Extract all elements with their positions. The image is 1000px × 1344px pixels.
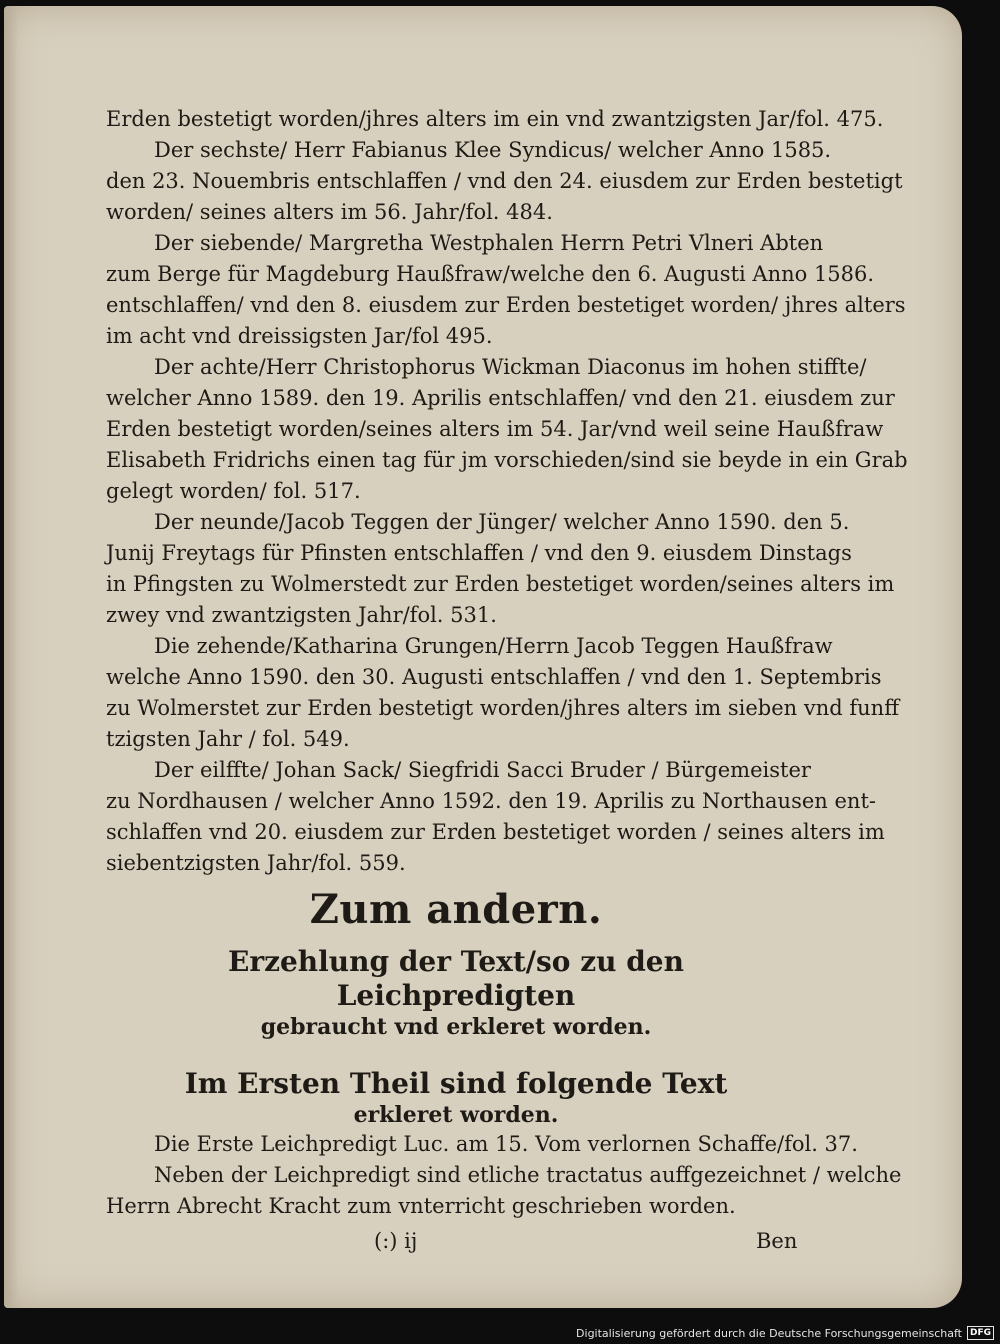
page-text-block bbox=[106, 104, 908, 1257]
text-line: zum Berge für Magdeburg Haußfraw/welche den 6. Augusti Anno 1586. bbox=[106, 262, 875, 286]
document-page bbox=[4, 6, 962, 1308]
text-line: im acht vnd dreissigsten Jar/fol 495. bbox=[106, 324, 493, 348]
text-line: worden/ seines alters im 56. Jahr/fol. 484. bbox=[106, 200, 553, 224]
sermon-list bbox=[106, 1129, 902, 1222]
text-line: entschlaffen/ vnd den 8. eiusdem zur Erden bestetiget worden/ jhres alters bbox=[106, 293, 906, 317]
text-line: tzigsten Jahr / fol. 549. bbox=[106, 727, 350, 751]
text-line: Der achte/Herr Christophorus Wickman Diaconus im hohen stiffte/ bbox=[154, 355, 867, 379]
text-line: in Pfingsten zu Wolmerstedt zur Erden bestetiget worden/seines alters im bbox=[106, 572, 895, 596]
text-line: Neben der Leichpredigt sind etliche tractatus auffgezeichnet / welche bbox=[154, 1163, 902, 1187]
text-line: zu Nordhausen / welcher Anno 1592. den 19. Aprilis zu Northausen ent- bbox=[106, 789, 876, 813]
page-footer bbox=[106, 1226, 806, 1257]
catchword: Ben bbox=[756, 1229, 798, 1253]
section-heading: Zum andern. bbox=[309, 886, 603, 933]
text-line: schlaffen vnd 20. eiusdem zur Erden bestetiget worden / seines alters im bbox=[106, 820, 885, 844]
text-line: Erden bestetigt worden/jhres alters im ein vnd zwantzigsten Jar/fol. 475. bbox=[106, 107, 884, 131]
dfg-logo: DFG bbox=[967, 1326, 994, 1340]
section-subheading: Erzehlung der Text/so zu den Leichpredigten bbox=[228, 945, 684, 1012]
text-line: zwey vnd zwantzigsten Jahr/fol. 531. bbox=[106, 603, 497, 627]
text-line: Herrn Abrecht Kracht zum vnterricht geschrieben worden. bbox=[106, 1194, 736, 1218]
text-line: Der siebende/ Margretha Westphalen Herrn Petri Vlneri Abten bbox=[154, 231, 824, 255]
text-line: zu Wolmerstet zur Erden bestetigt worden/jhres alters im sieben vnd funff bbox=[106, 696, 900, 720]
text-line: Der sechste/ Herr Fabianus Klee Syndicus/ welcher Anno 1585. bbox=[154, 138, 832, 162]
part-heading-continued: erkleret worden. bbox=[353, 1102, 559, 1128]
credit-text: Digitalisierung gefördert durch die Deutsche Forschungsgemeinschaft bbox=[576, 1326, 962, 1340]
entries-list bbox=[106, 104, 908, 879]
text-line: siebentzigsten Jahr/fol. 559. bbox=[106, 851, 406, 875]
text-line: Der neunde/Jacob Teggen der Jünger/ welcher Anno 1590. den 5. bbox=[154, 510, 850, 534]
text-line: Der eilffte/ Johan Sack/ Siegfridi Sacci Bruder / Bürgemeister bbox=[154, 758, 811, 782]
page-spine-shadow bbox=[4, 6, 18, 1308]
text-line: Die Erste Leichpredigt Luc. am 15. Vom verlornen Schaffe/fol. 37. bbox=[154, 1132, 858, 1156]
signature-mark: (:) ij bbox=[374, 1229, 418, 1253]
section-subheading-continued: gebraucht vnd erkleret worden. bbox=[260, 1014, 652, 1040]
digitization-credit bbox=[576, 1326, 994, 1340]
text-line: den 23. Nouembris entschlaffen / vnd den 24. eiusdem zur Erden bestetigt bbox=[106, 169, 903, 193]
text-line: Junij Freytags für Pfinsten entschlaffen / vnd den 9. eiusdem Dinstags bbox=[106, 541, 852, 565]
text-line: gelegt worden/ fol. 517. bbox=[106, 479, 361, 503]
text-line: Erden bestetigt worden/seines alters im 54. Jar/vnd weil seine Haußfraw bbox=[106, 417, 884, 441]
part-heading: Im Ersten Theil sind folgende Text bbox=[184, 1067, 728, 1100]
text-line: welche Anno 1590. den 30. Augusti entschlaffen / vnd den 1. Septembris bbox=[106, 665, 882, 689]
text-line: welcher Anno 1589. den 19. Aprilis entschlaffen/ vnd den 21. eiusdem zur bbox=[106, 386, 895, 410]
text-line: Elisabeth Fridrichs einen tag für jm vorschieden/sind sie beyde in ein Grab bbox=[106, 448, 908, 472]
text-line: Die zehende/Katharina Grungen/Herrn Jacob Teggen Haußfraw bbox=[154, 634, 833, 658]
